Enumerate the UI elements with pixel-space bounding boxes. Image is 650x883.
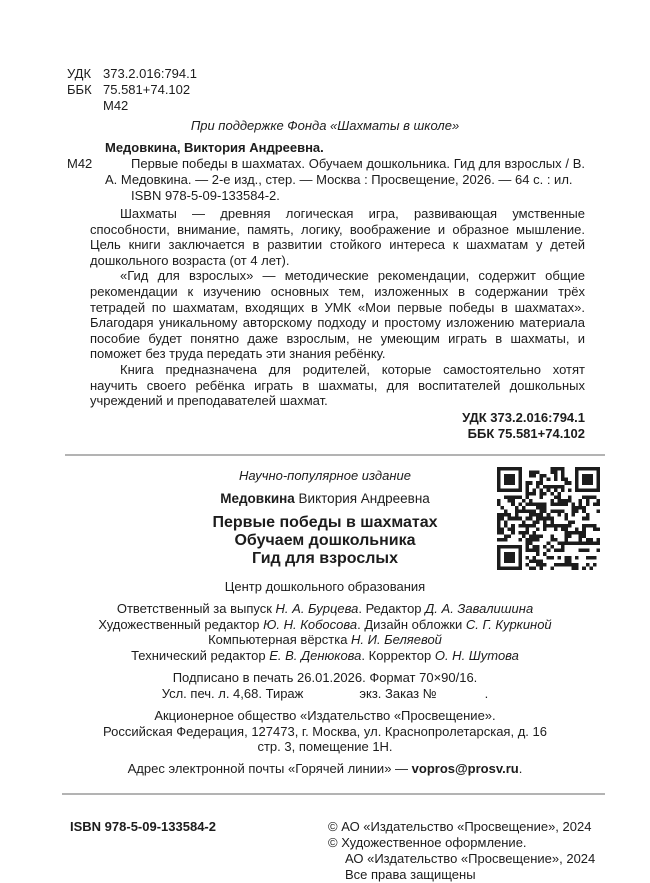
credit-label: . Корректор [361, 647, 435, 663]
annotation-block [90, 206, 585, 409]
credit-label: . Дизайн обложки [357, 616, 466, 632]
edition-type: Научно-популярное издание [239, 467, 411, 483]
credit-name: Н. А. Бурцева [275, 601, 359, 617]
classification-block [0, 0, 650, 114]
credits-line [60, 648, 590, 664]
annotation-paragraph: Книга предназначена для родителей, которые самостоятельно хотят научить своего ребёнка играть в шахматы, для воспитателей дошкольных учреждений и преподавателей шахмат. [90, 361, 585, 409]
credit-label: Компьютерная вёрстка [208, 632, 352, 648]
credit-label: Ответственный за выпуск [116, 601, 276, 617]
publisher-address-line: Российская Федерация, 127473, г. Москва, ул. Краснопролетарская, д. 16 [103, 723, 547, 739]
classification-footer [0, 410, 585, 442]
bbk-footer: ББК 75.581+74.102 [467, 425, 585, 441]
qr-code [497, 467, 600, 570]
credit-name: О. Н. Шутова [434, 647, 519, 663]
credit-name: Е. В. Денюкова [269, 647, 362, 663]
imprint-author-rest: Виктория Андреевна [294, 491, 430, 507]
print-info-line: Подписано в печать 26.01.2026. Формат 70×90/16. [172, 670, 478, 686]
imprint-section [0, 456, 650, 777]
credit-name: С. Г. Куркиной [465, 616, 552, 632]
copyright-block [328, 819, 600, 883]
credits-line [60, 617, 590, 633]
publisher-block [60, 708, 590, 755]
publisher-line: Акционерное общество «Издательство «Просвещение». [154, 708, 496, 724]
annotation-paragraph: Шахматы — древняя логическая игра, развивающая умственные способности, внимание, память, логику, воображение и образное мышление. Цель книги заключается в развитии стойкого интереса к шахматам у детей дошкольного возраста (от 4 лет). [90, 206, 585, 268]
catalog-card [67, 140, 585, 204]
bottom-divider [62, 793, 605, 795]
book-title-line: Гид для взрослых [252, 549, 398, 567]
catalog-description: Первые победы в шахматах. Обучаем дошкольника. Гид для взрослых / В. А. Медовкина. — 2-е изд., стер. — Москва : Просвещение, 2026. — 64 с. : ил. [105, 156, 585, 187]
publisher-address-line: стр. 3, помещение 1Н. [257, 739, 393, 755]
support-note: При поддержке Фонда «Шахматы в школе» [190, 118, 460, 133]
footer [70, 819, 600, 883]
copyright-line: © АО «Издательство «Просвещение», 2024 [328, 819, 592, 835]
udk-value: 373.2.016:794.1 [103, 66, 197, 81]
credits-line [60, 632, 590, 648]
copyright-line: АО «Издательство «Просвещение», 2024 [345, 851, 596, 867]
imprint-author-surname: Медовкина [220, 491, 295, 507]
hotline-email-line [60, 761, 590, 777]
print-info-line [60, 686, 590, 702]
email-line-end: . [518, 760, 523, 776]
credits-line [60, 601, 590, 617]
bbk-value: 75.581+74.102 [103, 82, 191, 97]
udk-line [67, 66, 650, 82]
credit-label: Технический редактор [131, 647, 270, 663]
credit-label: Художественный редактор [98, 616, 264, 632]
book-title-line: Обучаем дошкольника [234, 531, 416, 549]
credit-label: . Редактор [358, 601, 426, 617]
copyright-line: Все права защищены [345, 867, 476, 883]
department: Центр дошкольного образования [224, 578, 426, 594]
credits-block [60, 601, 590, 663]
credit-name: Д. А. Завалишина [425, 601, 534, 617]
catalog-author-code: М42 [67, 156, 93, 171]
bbk-line [67, 82, 650, 98]
print-run-label: Усл. печ. л. 4,68. Тираж [161, 685, 304, 701]
credit-name: Ю. Н. Кобосова [263, 616, 358, 632]
print-info-block [60, 670, 590, 701]
udk-label: УДК [67, 66, 92, 81]
order-label: экз. Заказ № [359, 685, 437, 701]
footer-isbn: ISBN 978-5-09-133584-2 [70, 819, 216, 835]
copyright-line: © Художественное оформление. [328, 835, 527, 851]
print-line-end: . [484, 685, 489, 701]
udk-footer: УДК 373.2.016:794.1 [462, 409, 585, 425]
email-address: vopros@prosv.ru [411, 760, 519, 776]
bbk-label: ББК [67, 82, 92, 97]
book-title-line: Первые победы в шахматах [212, 513, 438, 531]
credit-name: Н. И. Беляевой [351, 632, 442, 648]
author-code: М42 [103, 98, 129, 113]
annotation-paragraph: «Гид для взрослых» — методические рекомендации, содержит общие рекомендации к изучению основных тем, изложенных в содержании трёх тетрадей по шахматам, входящих в УМК «Мои первые победы в шахматах». Благодаря уникальному авторскому подходу и простому изложению материала пособие будет понятно даже взрослым, не умеющим играть в шахматы, и поможет без труда передать эти знания ребёнку. [90, 268, 585, 362]
email-label: Адрес электронной почты «Горячей линии» — [127, 760, 412, 776]
catalog-author: Медовкина, Виктория Андреевна. [105, 140, 324, 155]
catalog-isbn: ISBN 978-5-09-133584-2. [131, 188, 280, 203]
